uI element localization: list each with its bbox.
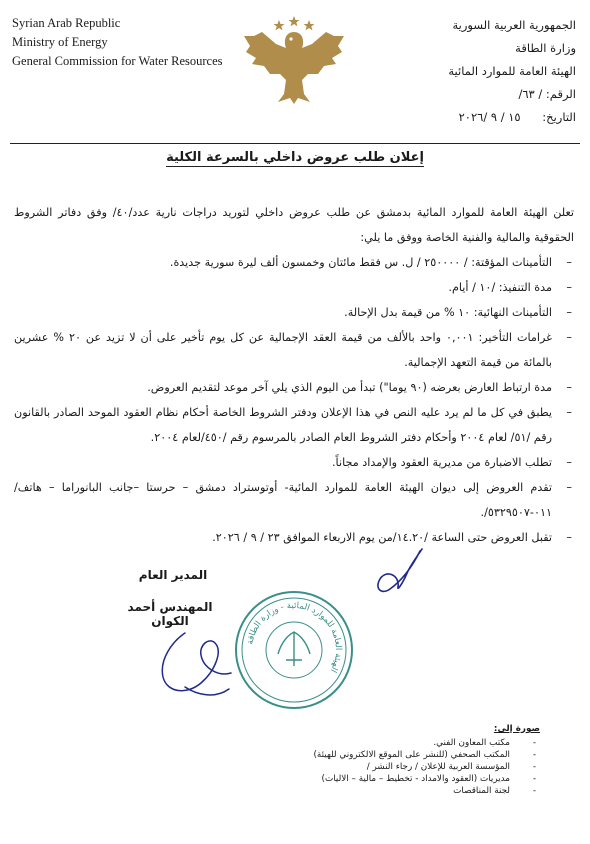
handwritten-mark-icon [350, 545, 440, 595]
term-item: – التأمينات المؤقتة: / ٢٥٠٠٠٠ / ل. س فقط مائتان وخمسون ألف ليرة سورية جديدة. [14, 250, 574, 275]
stamp-text: الهيئة العامة للموارد المائية - وزارة الطاقة [245, 600, 344, 674]
intro-paragraph: تعلن الهيئة العامة للموارد المائية بدمشق عن طلب عروض داخلي لتوريد دراجات نارية عدد/٤٠/ وفق دفاتر الشروط الحقوقية والمالية والفنية الخاصة ووفق ما يلي: [14, 206, 575, 244]
ar-ministry: وزارة الطاقة [515, 41, 576, 55]
en-ministry: Ministry of Energy [12, 35, 108, 49]
term-item: – يطبق في كل ما لم يرد عليه النص في هذا الإعلان ودفتر الشروط الخاصة أحكام نظام العقود الموحد الصادر بالقانون رقم /٥١/ لعام ٢٠٠٤ وأحكام دفتر الشروط العام الصادر بالمرسوم رقم /٤٥٠/لعام ٢٠٠٤. [14, 400, 574, 450]
term-item: – تطلب الاضبارة من مديرية العقود والإمداد مجاناً. [14, 450, 574, 475]
copy-to-item: - المكتب الصحفي (للنشر على الموقع الالكتروني للهيئة) [240, 749, 540, 761]
announcement-title: إعلان طلب عروض داخلي بالسرعة الكلية [166, 150, 424, 165]
arabic-letterhead [336, 14, 576, 129]
header-divider [10, 143, 580, 144]
en-commission: General Commission for Water Resources [12, 54, 223, 68]
term-item: – مدة ارتباط العارض بعرضه (٩٠ يوما") تبدأ من اليوم الذي يلي آخر موعد لتقديم العروض. [14, 375, 574, 400]
ar-country: الجمهورية العربية السورية [452, 18, 576, 32]
copy-to-item: - مديريات (العقود والامداد - تخطيط – مالية – الاليات) [240, 773, 540, 785]
term-item: – تقدم العروض إلى ديوان الهيئة العامة للموارد المائية- أوتوستراد دمشق – حرستا –جانب البانوراما – هاتف/٠١١-٥٣٢٩٥٠٧/. [14, 475, 574, 525]
copy-to-heading: صورة إلى: [493, 724, 540, 734]
signatory-name: المهندس أحمد الكوان [127, 600, 213, 628]
term-item: – غرامات التأخير: ٠,٠٠١ واحد بالألف من قيمة العقد الإجمالية عن كل يوم تأخير على أن لا تزيد عن ٢٠ % عشرين بالمائة من قيمة التعهد الإجمالية. [14, 325, 574, 375]
document-date: التاريخ: ١٥ / ٩ /٢٠٢٦ [458, 110, 576, 124]
ar-commission: الهيئة العامة للموارد المائية [448, 64, 576, 78]
reference-number: الرقم: / ٦٣/ [518, 87, 576, 101]
terms-list [14, 250, 574, 550]
english-letterhead [12, 14, 262, 71]
term-item: – تقبل العروض حتى الساعة /١٤.٢٠/من يوم الاربعاء الموافق ٢٣ / ٩ / ٢٠٢٦. [14, 525, 574, 550]
copy-to-section [240, 723, 540, 797]
copy-to-item: - لجنة المناقصات [240, 785, 540, 797]
copy-to-item: - مكتب المعاون الفني. [240, 737, 540, 749]
copy-to-item: - المؤسسة العربية للإعلان / رجاء النشر / [240, 761, 540, 773]
term-item: – التأمينات النهائية: ١٠ % من قيمة بدل الإحالة. [14, 300, 574, 325]
signature-icon [145, 625, 255, 705]
copy-to-list [240, 737, 540, 797]
announcement-body [14, 200, 574, 550]
eagle-emblem-icon [240, 14, 348, 106]
term-item: – مدة التنفيذ: /١٠ / أيام. [14, 275, 574, 300]
signatory-title: المدير العام [138, 568, 208, 582]
en-country: Syrian Arab Republic [12, 16, 121, 30]
